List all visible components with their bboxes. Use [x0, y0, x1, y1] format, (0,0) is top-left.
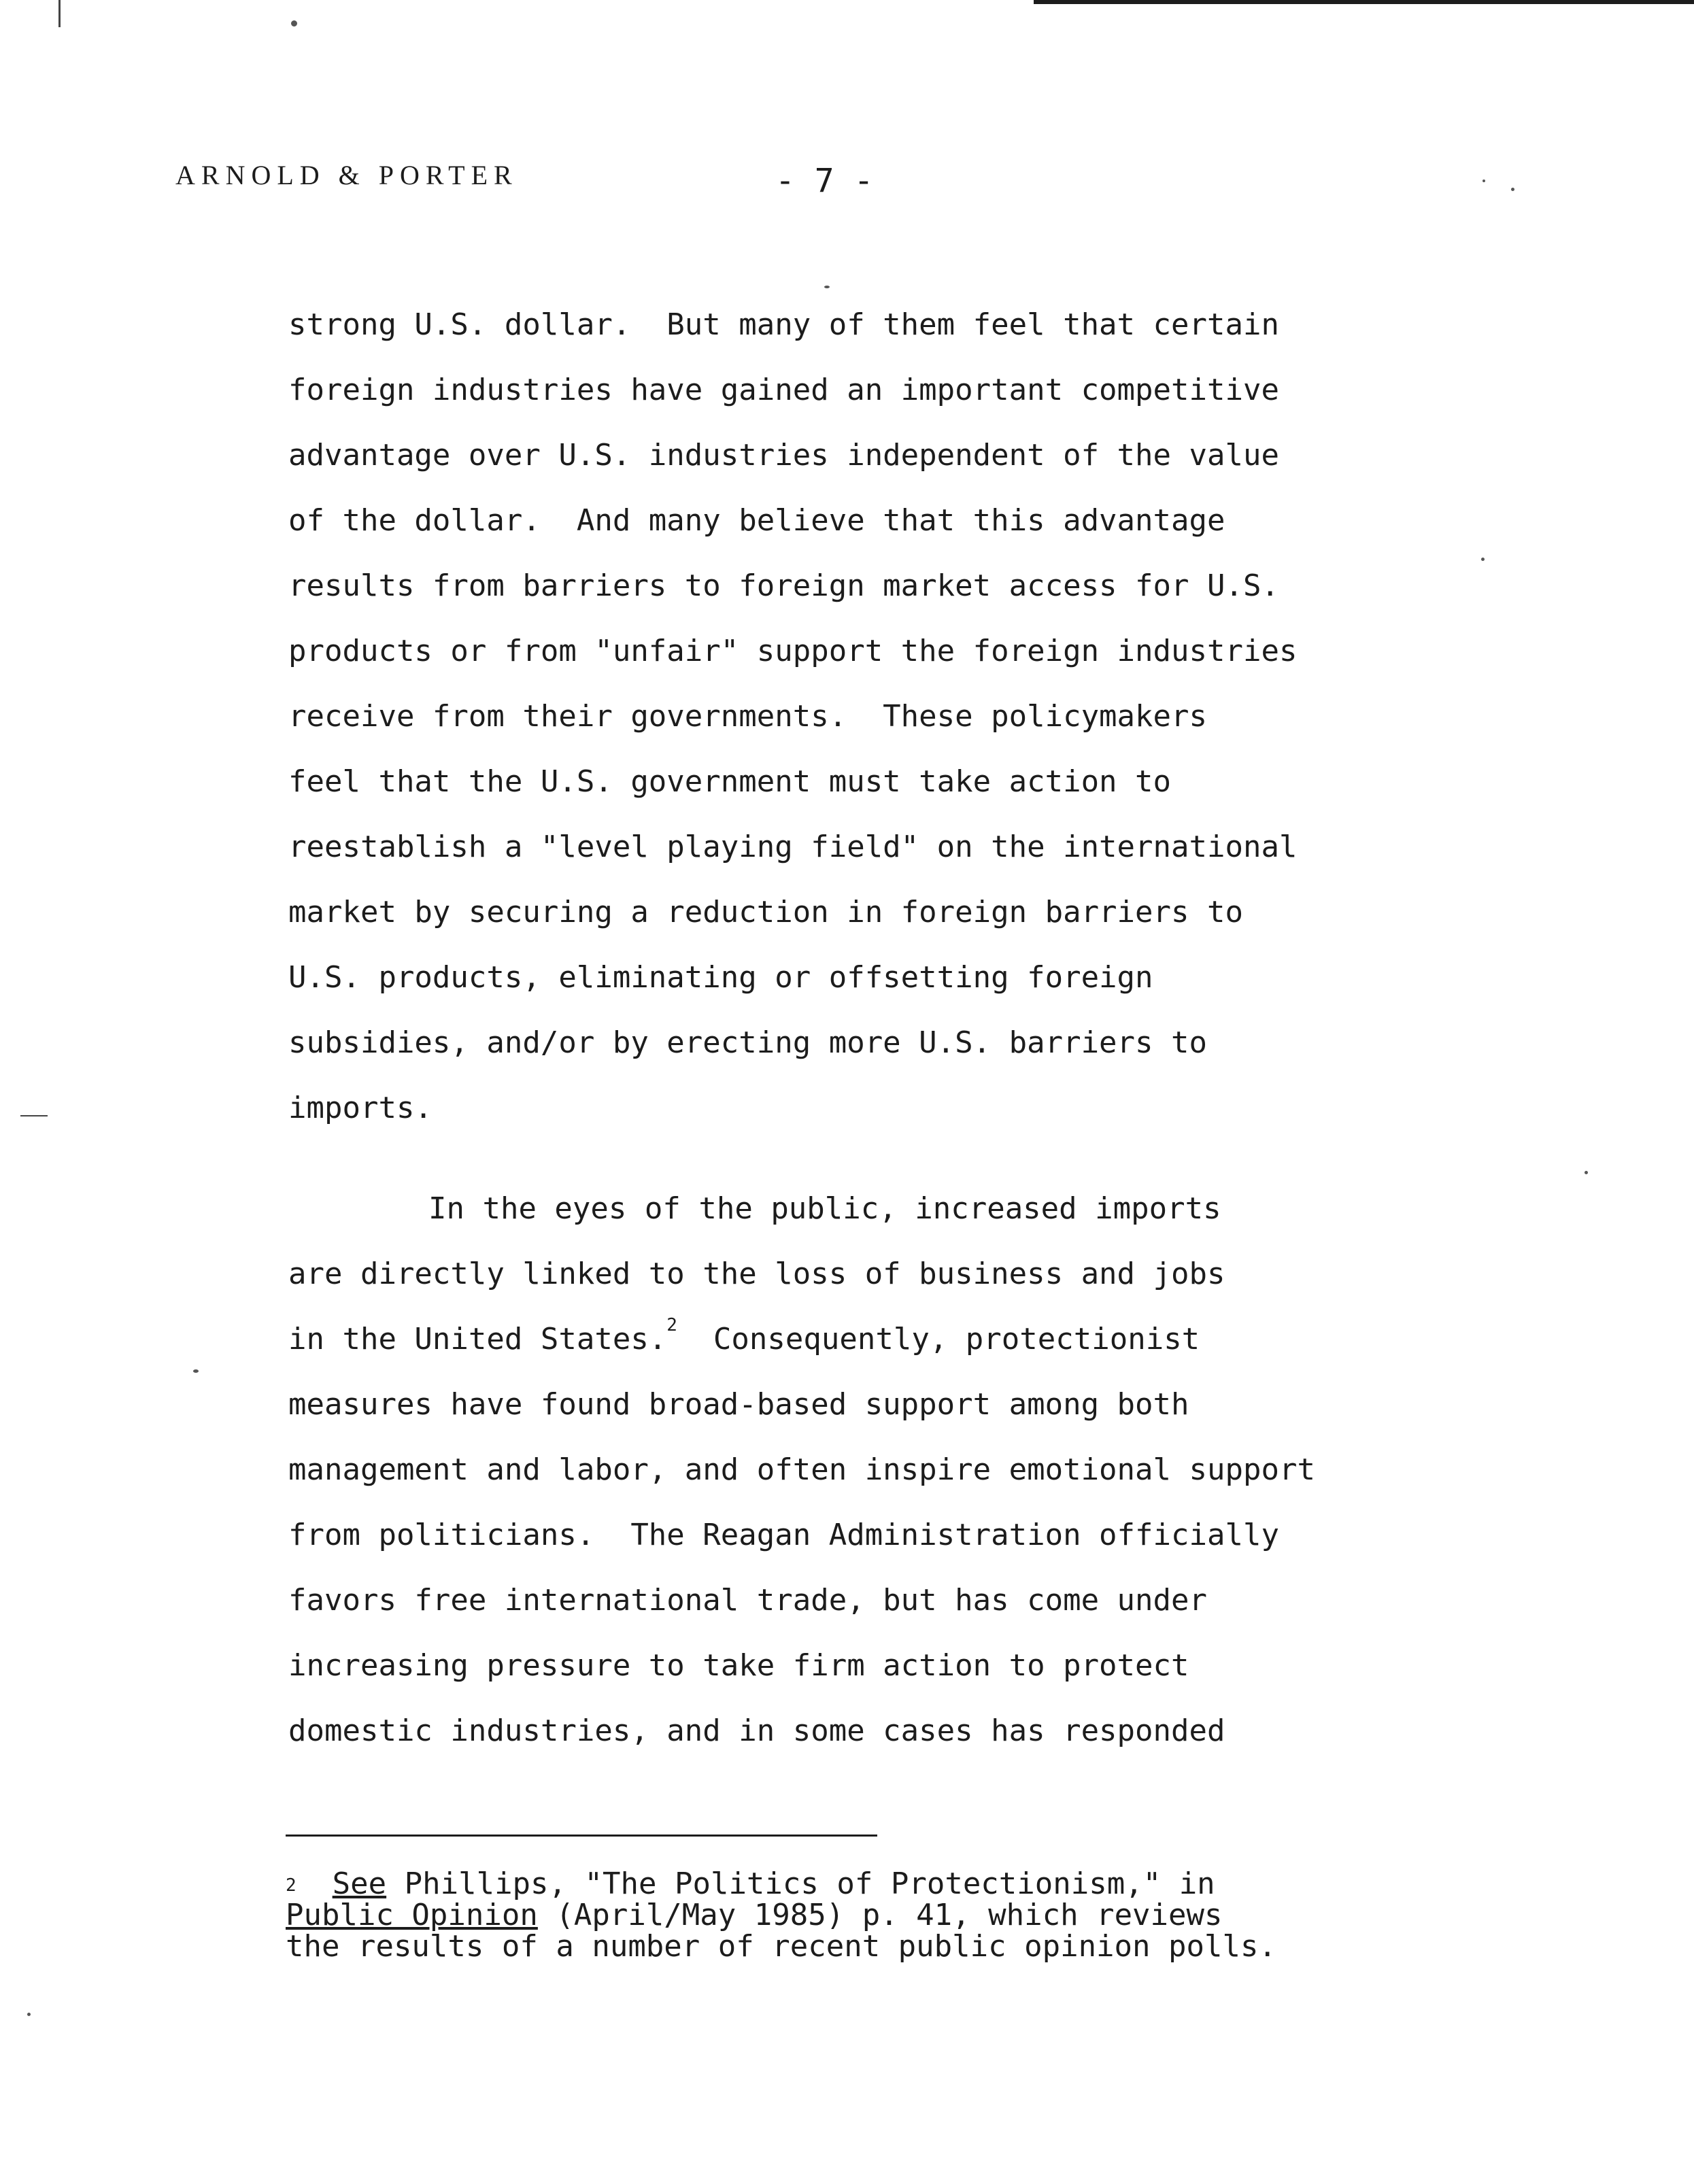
footnote-line [286, 1900, 1442, 1931]
scan-speck [193, 1369, 199, 1373]
scan-speck [1585, 1171, 1588, 1174]
text-line: reestablish a "level playing field" on the international [288, 830, 1298, 864]
text-line: subsidies, and/or by erecting more U.S. barriers to [288, 1025, 1208, 1060]
text-line: domestic industries, and in some cases has responded [288, 1713, 1225, 1748]
footnote-line [286, 1866, 1442, 1901]
text-line: results from barriers to foreign market access for U.S. [288, 568, 1279, 603]
text-line: management and labor, and often inspire emotional support [288, 1452, 1315, 1487]
scan-speck [1511, 188, 1514, 191]
text-line: In the eyes of the public, increased imports [428, 1191, 1221, 1226]
paragraph-2 [288, 1176, 1444, 1764]
footnote-see: See [332, 1866, 387, 1901]
text-fragment: in the United States. [288, 1322, 667, 1357]
top-edge-rule [1034, 0, 1694, 4]
scan-speck [1483, 180, 1485, 182]
text-line: favors free international trade, but has come under [288, 1583, 1208, 1618]
footnote-number: 2 [286, 1875, 297, 1896]
text-line: advantage over U.S. industries independent of the value [288, 438, 1279, 473]
scan-speck [824, 286, 830, 288]
text-line: measures have found broad-based support among both [288, 1387, 1189, 1422]
body-text [288, 292, 1444, 1764]
scan-mark [20, 1115, 48, 1116]
footnote-publication: Public Opinion [286, 1898, 538, 1932]
text-line: market by securing a reduction in foreign barriers to [288, 895, 1243, 929]
footnote [286, 1866, 1442, 1964]
footnote-separator [286, 1835, 877, 1837]
text-line: imports. [288, 1091, 433, 1125]
text-fragment: (April/May 1985) p. 41, which reviews [537, 1898, 1223, 1932]
scan-speck [27, 2013, 31, 2016]
paragraph-1 [288, 292, 1444, 1141]
text-line: strong U.S. dollar. But many of them feel that certain [288, 307, 1279, 342]
text-line: products or from "unfair" support the foreign industries [288, 634, 1298, 668]
text-line: U.S. products, eliminating or offsetting foreign [288, 960, 1153, 995]
text-line: increasing pressure to take firm action to protect [288, 1648, 1189, 1683]
text-line: feel that the U.S. government must take action to [288, 764, 1172, 799]
footnote-line: the results of a number of recent public opinion polls. [286, 1929, 1276, 1964]
scan-speck [1481, 558, 1485, 561]
text-fragment: Consequently, protectionist [677, 1322, 1200, 1357]
scan-mark [58, 0, 61, 27]
firm-letterhead: ARNOLD & PORTER [175, 160, 518, 190]
page-number: - 7 - [775, 162, 874, 200]
text-line: of the dollar. And many believe that this advantage [288, 503, 1225, 538]
text-line: receive from their governments. These policymakers [288, 699, 1208, 734]
text-line: from politicians. The Reagan Administration officially [288, 1518, 1279, 1552]
scan-speck [291, 20, 297, 27]
text-line [288, 1307, 1444, 1372]
text-line: foreign industries have gained an important competitive [288, 373, 1279, 407]
text-fragment: Phillips, "The Politics of Protectionism," in [386, 1866, 1215, 1901]
footnote-reference: 2 [666, 1315, 677, 1335]
text-line: are directly linked to the loss of business and jobs [288, 1257, 1225, 1291]
